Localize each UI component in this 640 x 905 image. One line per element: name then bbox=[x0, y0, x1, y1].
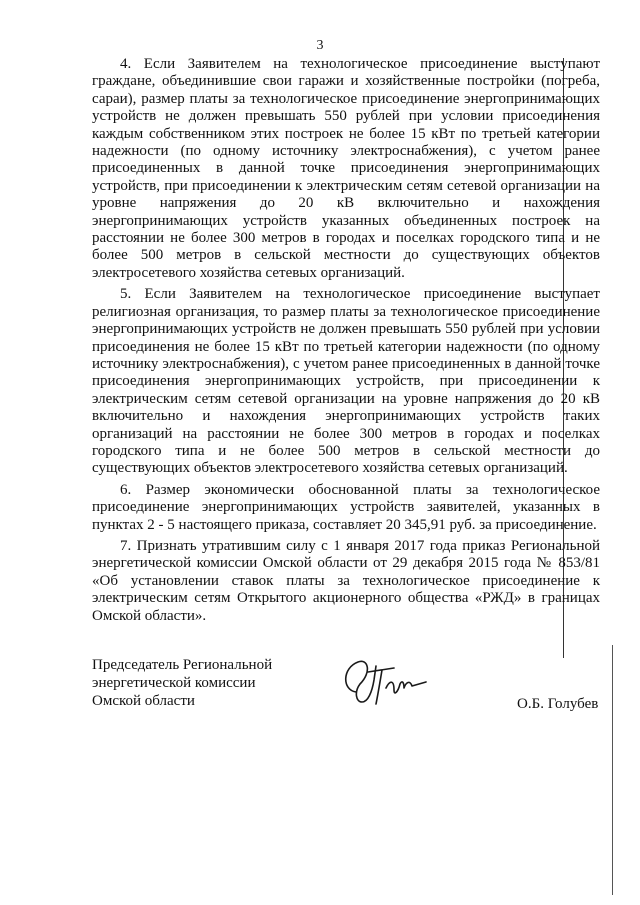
scan-artifact-line-lower bbox=[612, 645, 613, 895]
paragraph-7: 7. Признать утратившим силу с 1 января 2017 года приказ Региональной энергетической комиссии Омской области от 29 декабря 2015 года № 853/81 «Об установлении ставок платы за технологическое присоединение к электрическим сетям Открытого акционерного общества «РЖД» в границах Омской области». bbox=[92, 537, 600, 624]
paragraph-4: 4. Если Заявителем на технологическое присоединение выступают граждане, объединившие свои гаражи и хозяйственные постройки (погреба, сараи), размер платы за технологическое присоединение энергопринимающих устройств не должен превышать 550 рублей при условии присоединения каждым собственником этих построек не более 15 кВт по третьей категории надежности (по одному источнику электроснабжения), с учетом ранее присоединенных в данной точке присоединения энергопринимающих устройств, при присоединении к электрическим сетям сетевой организации на уровне напряжения до 20 кВ включительно и нахождения энергопринимающих устройств указанных объединенных построек на расстоянии не более 300 метров в городах и поселках городского типа и не более 500 метров в сельской местности до существующих объектов электросетевого хозяйства сетевых организаций. bbox=[92, 56, 600, 281]
signatory-title bbox=[92, 656, 272, 710]
document-body bbox=[92, 56, 600, 629]
signatory-title-line: энергетической комиссии bbox=[92, 675, 256, 691]
signatory-title-line: Омской области bbox=[92, 693, 195, 709]
signatory-name: О.Б. Голубев bbox=[517, 696, 599, 712]
paragraph-6: 6. Размер экономически обоснованной платы за технологическое присоединение энергопринимающих устройств заявителей, указанных в пунктах 2 - 5 настоящего приказа, составляет 20 345,91 руб. за присоединение. bbox=[92, 481, 600, 533]
signatory-title-line: Председатель Региональной bbox=[92, 657, 273, 673]
page-number: 3 bbox=[316, 38, 324, 53]
paragraph-5: 5. Если Заявителем на технологическое присоединение выступает религиозная организация, то размер платы за технологическое присоединение энергопринимающих устройств не должен превышать 550 рублей при условии присоединения не более 15 кВт по третьей категории надежности (по одному источнику электроснабжения), с учетом ранее присоединенных в данной точке присоединения энергопринимающих устройств, при присоединении к электрическим сетям сетевой организации на уровне напряжения до 20 кВ включительно и нахождения энергопринимающих устройств таких организаций на расстоянии не более 300 метров в городах и поселках городского типа и не более 500 метров в сельской местности до существующих объектов электросетевого хозяйства сетевых организаций. bbox=[92, 286, 600, 477]
handwritten-signature bbox=[338, 652, 428, 710]
